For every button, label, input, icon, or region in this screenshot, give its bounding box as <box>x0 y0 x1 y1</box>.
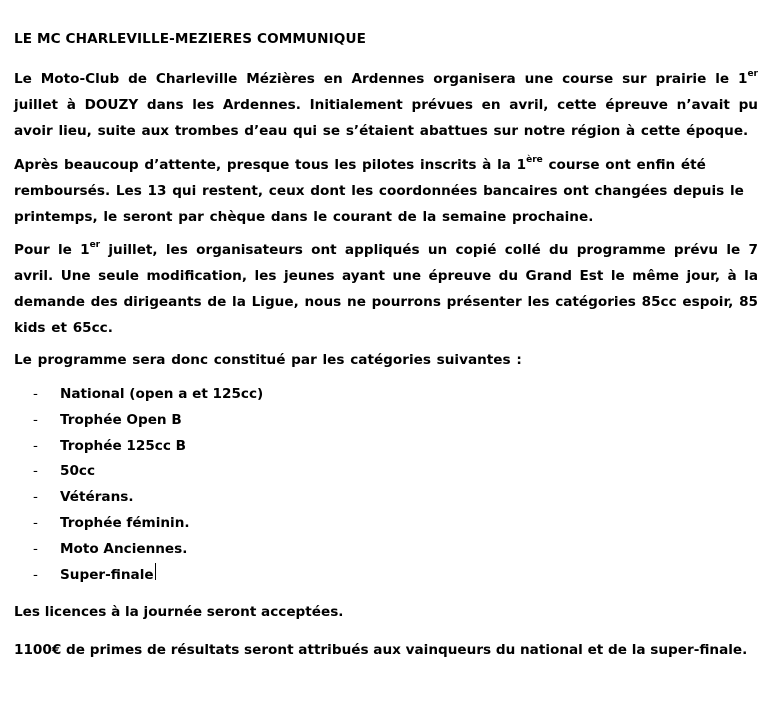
paragraph-3-superscript: er <box>89 240 101 251</box>
category-label: Trophée Open B <box>60 411 182 428</box>
list-dash: - <box>33 463 38 480</box>
list-item <box>33 382 758 408</box>
paragraph-program-intro: Le programme sera donc constitué par les catégories suivantes : <box>14 352 522 368</box>
document-page <box>14 30 758 663</box>
text-cursor[interactable] <box>155 563 156 580</box>
list-item <box>33 563 758 589</box>
category-label: Vétérans. <box>60 489 134 506</box>
list-item <box>33 485 758 511</box>
list-dash: - <box>33 514 38 531</box>
list-item <box>33 459 758 485</box>
list-item <box>33 434 758 460</box>
category-label: Trophée 125cc B <box>60 437 186 454</box>
list-item <box>33 408 758 434</box>
list-dash: - <box>33 489 38 506</box>
category-list <box>14 382 758 588</box>
category-label: Trophée féminin. <box>60 514 190 531</box>
list-item <box>33 537 758 563</box>
paragraph-race-announcement <box>14 66 758 144</box>
category-label: Super-finale <box>60 566 154 583</box>
paragraph-1-superscript: er <box>747 69 758 80</box>
category-label: National (open a et 125cc) <box>60 386 264 402</box>
paragraph-1-text-a: Le Moto-Club de Charleville Mézières en Ardennes organisera une course sur prairie le 1 <box>14 71 748 87</box>
category-label: 50cc <box>60 463 96 480</box>
category-label: Moto Anciennes. <box>60 540 188 557</box>
paragraph-3-text-a: Pour le 1 <box>14 242 90 258</box>
paragraph-prize-money: 1100€ de primes de résultats seront attribués aux vainqueurs du national et de la super-finale. <box>14 642 748 659</box>
paragraph-2-superscript: ère <box>526 155 543 166</box>
list-dash: - <box>33 411 38 428</box>
paragraph-1-text-b: juillet à DOUZY dans les Ardennes. Initialement prévues en avril, cette épreuve n’avait pu avoir lieu, suite aux trombes d’eau qui se s’étaient abattues sur notre région à cette époque. <box>14 97 758 139</box>
document-title: LE MC CHARLEVILLE-MEZIERES COMMUNIQUE <box>14 31 366 47</box>
list-dash: - <box>33 540 38 557</box>
paragraph-refunds <box>14 152 758 230</box>
list-dash: - <box>33 386 38 402</box>
list-item <box>33 511 758 537</box>
paragraph-2-text-b: course ont enfin été remboursés. Les 13 qui restent, ceux dont les coordonnées bancaires ont changées depuis le printemps, le seront par chèque dans le courant de la semaine prochaine. <box>14 157 744 225</box>
paragraph-licences: Les licences à la journée seront acceptées. <box>14 604 344 621</box>
list-dash: - <box>33 566 38 583</box>
list-dash: - <box>33 437 38 454</box>
paragraph-program-change <box>14 237 758 341</box>
paragraph-3-text-b: juillet, les organisateurs ont appliqués un copié collé du programme prévu le 7 avril. Une seule modification, les jeunes ayant une épreuve du Grand Est le même jour, à la demande des dirigeants de la Ligue, nous ne pourrons présenter les catégories 85cc espoir, 85 kids et 65cc. <box>14 242 758 336</box>
paragraph-2-text-a: Après beaucoup d’attente, presque tous les pilotes inscrits à la 1 <box>14 157 527 173</box>
